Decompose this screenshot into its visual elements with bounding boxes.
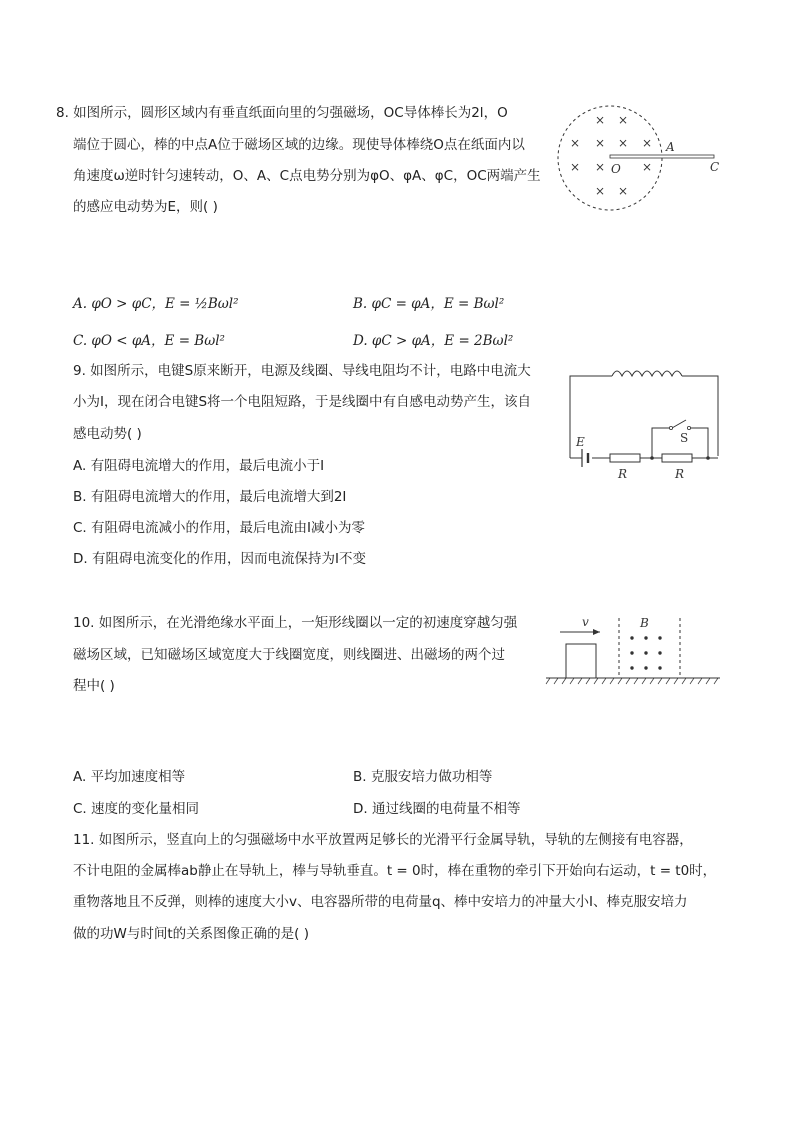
q11-line-2: 不计电阻的金属棒ab静止在导轨上，棒与导轨垂直。t = 0时，棒在重物的牵引下开始向右运动，t = t0时， bbox=[73, 863, 717, 879]
q9-line-1: 9. 如图所示，电键S原来断开，电源及线圈、导线电阻均不计，电路中电流大 bbox=[73, 363, 531, 379]
q9-label-r1: R bbox=[618, 467, 628, 481]
q10-line-3: 程中( ) bbox=[73, 678, 115, 694]
q9-line-3: 感电动势( ) bbox=[73, 426, 142, 442]
q9-circuit-figure bbox=[560, 358, 730, 484]
q9-option-b[interactable]: B. 有阻碍电流增大的作用，最后电流增大到2I bbox=[73, 489, 347, 505]
q10-label-b: B bbox=[640, 616, 649, 630]
q9-option-c[interactable]: C. 有阻碍电流减小的作用，最后电流由I减小为零 bbox=[73, 520, 365, 536]
q9-label-r2: R bbox=[675, 467, 685, 481]
q8-option-d[interactable]: D. φC > φA，E = 2Bωl² bbox=[353, 333, 514, 349]
q10-label-v: v bbox=[582, 615, 589, 629]
q11-line-3: 重物落地且不反弹，则棒的速度大小v、电容器所带的电荷量q、棒中安培力的冲量大小I、棒克服安培力 bbox=[73, 894, 688, 910]
q8-field-mark: × bbox=[594, 160, 606, 174]
q10-option-d[interactable]: D. 通过线圈的电荷量不相等 bbox=[353, 801, 521, 817]
q10-option-b[interactable]: B. 克服安培力做功相等 bbox=[353, 769, 493, 785]
q8-field-mark: × bbox=[569, 136, 581, 150]
q8-label-o: O bbox=[611, 162, 621, 176]
q8-option-a[interactable]: A. φO > φC，E = ½Bωl² bbox=[73, 296, 239, 312]
q8-line-2: 端位于圆心，棒的中点A位于磁场区域的边缘。现使导体棒绕O点在纸面内以 bbox=[73, 137, 525, 153]
q8-field-mark: × bbox=[617, 136, 629, 150]
q9-label-e: E bbox=[576, 435, 585, 449]
q10-coil-figure bbox=[544, 610, 724, 690]
q9-label-s: S bbox=[680, 431, 689, 445]
q9-option-d[interactable]: D. 有阻碍电流变化的作用，因而电流保持为I不变 bbox=[73, 551, 366, 567]
q8-option-c[interactable]: C. φO < φA，E = Bωl² bbox=[73, 333, 225, 349]
q8-option-b[interactable]: B. φC = φA，E = Bωl² bbox=[353, 296, 505, 312]
q9-line-2: 小为I，现在闭合电键S将一个电阻短路，于是线圈中有自感电动势产生，该自 bbox=[73, 394, 532, 410]
q10-option-c[interactable]: C. 速度的变化量相同 bbox=[73, 801, 200, 817]
q8-field-mark: × bbox=[617, 184, 629, 198]
q8-label-a: A bbox=[666, 140, 675, 154]
q11-line-4: 做的功W与时间t的关系图像正确的是( ) bbox=[73, 926, 309, 942]
q10-line-2: 磁场区域，已知磁场区域宽度大于线圈宽度，则线圈进、出磁场的两个过 bbox=[73, 647, 505, 663]
q8-field-mark: × bbox=[594, 136, 606, 150]
q8-line-4: 的感应电动势为E，则( ) bbox=[73, 199, 218, 215]
q9-option-a[interactable]: A. 有阻碍电流增大的作用，最后电流小于I bbox=[73, 458, 325, 474]
q10-line-1: 10. 如图所示，在光滑绝缘水平面上，一矩形线圈以一定的初速度穿越匀强 bbox=[73, 615, 518, 631]
q8-line-3: 角速度ω逆时针匀速转动，O、A、C点电势分别为φO、φA、φC，OC两端产生 bbox=[73, 168, 541, 184]
q11-line-1: 11. 如图所示，竖直向上的匀强磁场中水平放置两足够长的光滑平行金属导轨，导轨的左侧接有电容器， bbox=[73, 832, 693, 848]
q8-line-1: 8. 如图所示，圆形区域内有垂直纸面向里的匀强磁场，OC导体棒长为2l，O bbox=[56, 105, 508, 121]
q8-field-mark: × bbox=[641, 160, 653, 174]
q8-field-mark: × bbox=[641, 136, 653, 150]
q10-option-a[interactable]: A. 平均加速度相等 bbox=[73, 769, 186, 785]
q8-field-mark: × bbox=[569, 160, 581, 174]
q8-field-mark: × bbox=[594, 184, 606, 198]
q8-field-mark: × bbox=[594, 113, 606, 127]
q8-label-c: C bbox=[710, 160, 720, 174]
q8-magnetic-field-figure bbox=[548, 100, 728, 218]
q8-field-mark: × bbox=[617, 113, 629, 127]
